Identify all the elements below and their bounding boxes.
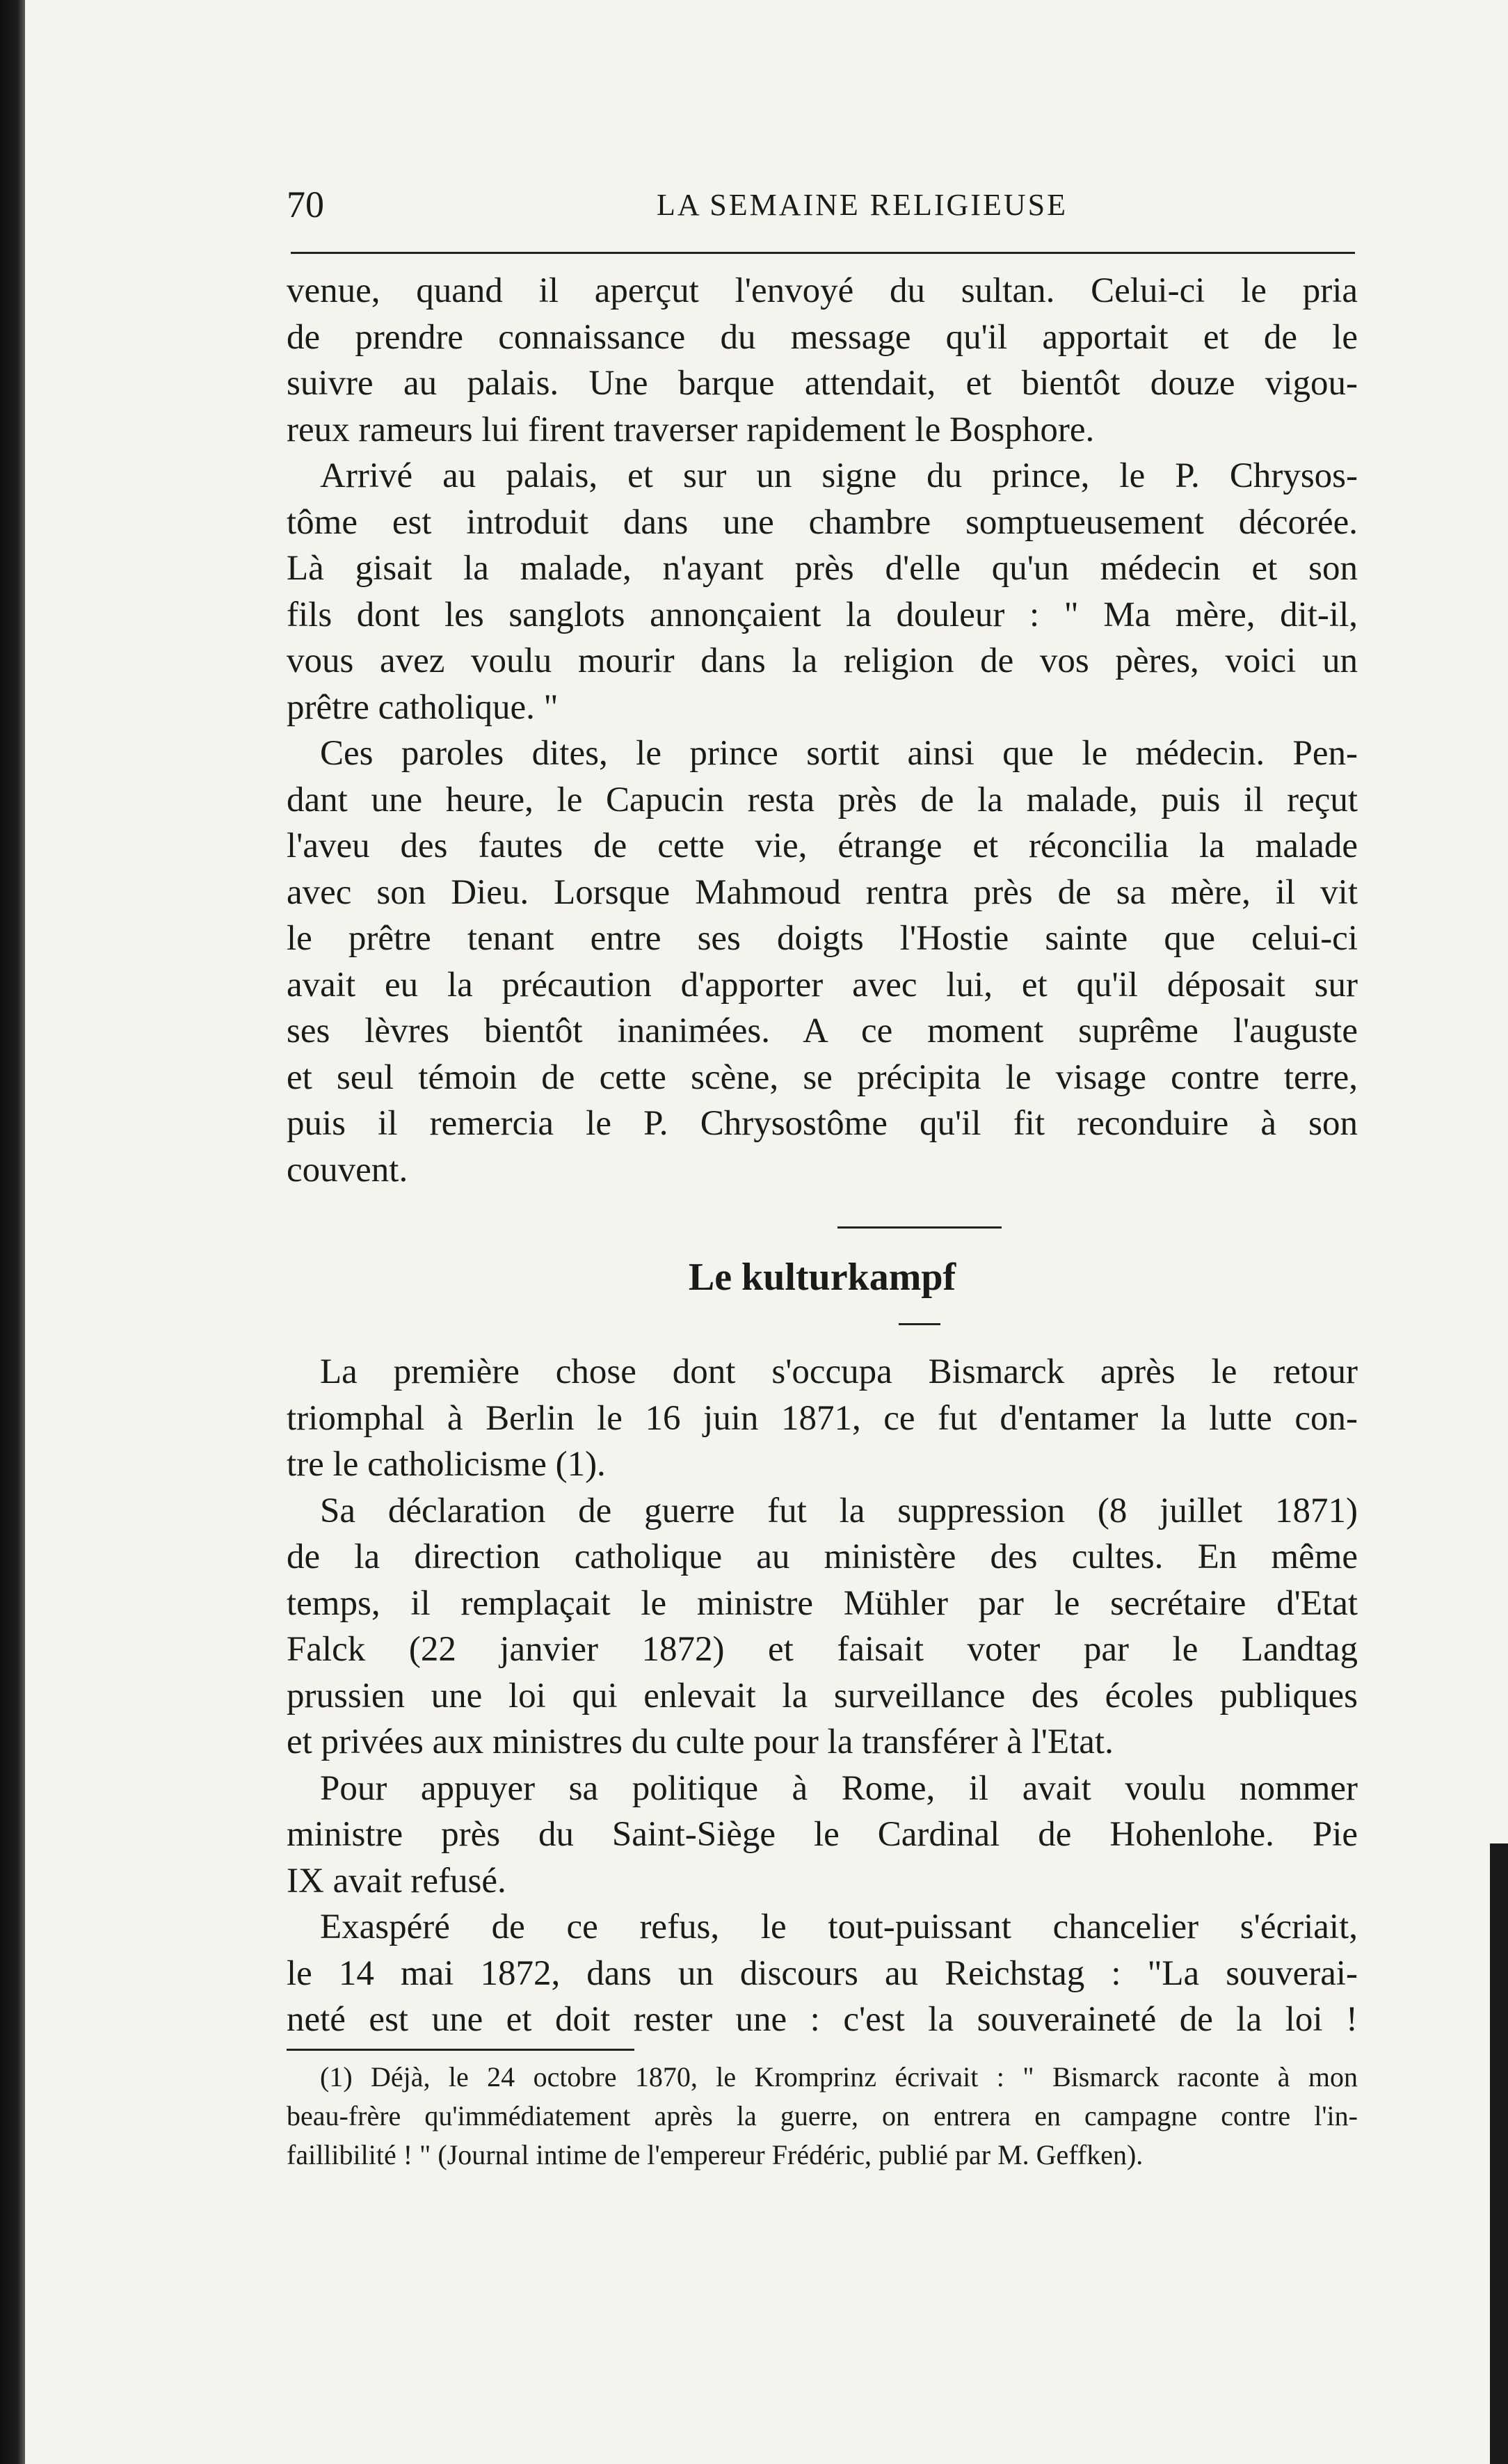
text-line: dant une heure, le Capucin resta près de la malade, puis il reçut — [287, 780, 1358, 819]
text-line: ses lèvres bientôt inanimées. A ce moment suprême l'auguste — [287, 1011, 1358, 1050]
text-line: vous avez voulu mourir dans la religion de vos pères, voici un — [287, 641, 1358, 680]
section-divider — [837, 1226, 1002, 1229]
section-heading: Le kulturkampf — [688, 1256, 956, 1299]
text-line: couvent. — [287, 1150, 408, 1190]
text-line: et seul témoin de cette scène, se précipita le visage contre terre, — [287, 1057, 1358, 1097]
page-body — [287, 268, 1358, 2175]
text-line: Exaspéré de ce refus, le tout-puissant chancelier s'écriait, — [320, 1907, 1358, 1946]
text-line: IX avait refusé. — [287, 1861, 506, 1901]
heading-dash — [899, 1323, 940, 1325]
text-line: reux rameurs lui firent traverser rapidement le Bosphore. — [287, 410, 1095, 449]
text-line: triomphal à Berlin le 16 juin 1871, ce fut d'entamer la lutte con- — [287, 1398, 1358, 1438]
page-header — [287, 177, 1358, 233]
text-line: neté est une et doit rester une : c'est la souveraineté de la loi ! — [287, 2000, 1358, 2039]
text-line: tre le catholicisme (1). — [287, 1445, 606, 1484]
text-line: tôme est introduit dans une chambre somptueusement décorée. — [287, 502, 1358, 542]
text-line: Falck (22 janvier 1872) et faisait voter par le Landtag — [287, 1630, 1358, 1669]
footnote-line: faillibilité ! " (Journal intime de l'empereur Frédéric, publié par M. Geffken). — [287, 2138, 1144, 2170]
text-line: fils dont les sanglots annonçaient la douleur : " Ma mère, dit-il, — [287, 595, 1358, 634]
text-line: le prêtre tenant entre ses doigts l'Hostie sainte que celui-ci — [287, 919, 1358, 958]
text-line: La première chose dont s'occupa Bismarck après le retour — [320, 1352, 1358, 1391]
text-line: de la direction catholique au ministère des cultes. En même — [287, 1537, 1358, 1576]
scan-edge-left — [0, 0, 25, 2464]
text-line: puis il remercia le P. Chrysostôme qu'il fit reconduire à son — [287, 1104, 1358, 1143]
text-line: Là gisait la malade, n'ayant près d'elle qu'un médecin et son — [287, 549, 1358, 588]
footnote-line: beau-frère qu'immédiatement après la guerre, on entrera en campagne contre l'in- — [287, 2099, 1358, 2131]
footnote — [287, 2058, 1358, 2175]
text-line: ministre près du Saint-Siège le Cardinal de Hohenlohe. Pie — [287, 1815, 1358, 1854]
text-block-bottom — [287, 1349, 1358, 2043]
text-block-top — [287, 268, 1358, 1193]
text-line: et privées aux ministres du culte pour la transférer à l'Etat. — [287, 1722, 1114, 1761]
page-number: 70 — [287, 184, 324, 225]
scan-edge-right — [1490, 1843, 1508, 2464]
running-title: LA SEMAINE RELIGIEUSE — [657, 188, 1068, 222]
text-line: prussien une loi qui enlevait la surveillance des écoles publiques — [287, 1676, 1358, 1715]
text-line: l'aveu des fautes de cette vie, étrange et réconcilia la malade — [287, 826, 1358, 865]
text-line: venue, quand il aperçut l'envoyé du sultan. Celui-ci le pria — [287, 271, 1358, 310]
text-line: avait eu la précaution d'apporter avec lui, et qu'il déposait sur — [287, 965, 1358, 1005]
text-line: Arrivé au palais, et sur un signe du prince, le P. Chrysos- — [320, 456, 1358, 495]
text-line: Pour appuyer sa politique à Rome, il avait voulu nommer — [320, 1768, 1358, 1808]
text-line: Sa déclaration de guerre fut la suppression (8 juillet 1871) — [320, 1491, 1358, 1530]
header-rule — [291, 252, 1355, 254]
text-line: de prendre connaissance du message qu'il apportait et de le — [287, 317, 1358, 357]
footnote-line: (1) Déjà, le 24 octobre 1870, le Kromprinz écrivait : " Bismarck raconte à mon — [320, 2061, 1358, 2093]
footnote-rule — [287, 2049, 634, 2051]
text-line: le 14 mai 1872, dans un discours au Reichstag : "La souverai- — [287, 1953, 1358, 1993]
text-line: Ces paroles dites, le prince sortit ainsi que le médecin. Pen- — [320, 734, 1358, 773]
text-line: avec son Dieu. Lorsque Mahmoud rentra près de sa mère, il vit — [287, 872, 1358, 912]
text-line: suivre au palais. Une barque attendait, et bientôt douze vigou- — [287, 364, 1358, 403]
text-line: temps, il remplaçait le ministre Mühler par le secrétaire d'Etat — [287, 1583, 1358, 1623]
text-line: prêtre catholique. " — [287, 687, 559, 727]
